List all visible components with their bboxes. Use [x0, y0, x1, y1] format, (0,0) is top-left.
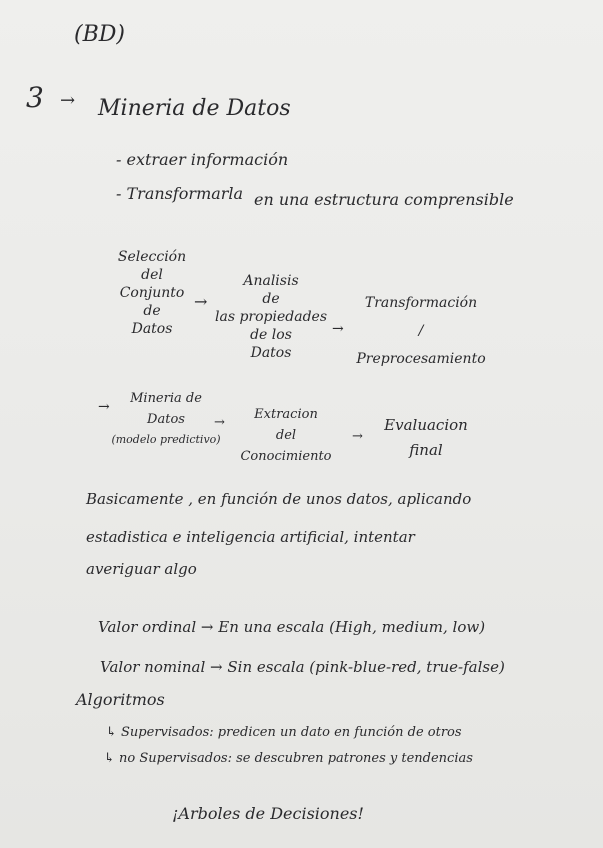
flow-step-text: del: [141, 267, 163, 283]
flow-arrow: →: [98, 399, 110, 415]
flow-step-text: Transformación: [364, 295, 478, 311]
flow-step-text: final: [409, 441, 443, 459]
flow-step-text: de los: [250, 327, 292, 343]
flow-step-seleccion: [112, 250, 192, 336]
flow-step-analisis: [215, 273, 328, 361]
valor-ordinal: Valor ordinal → En una escala (High, medium, low): [98, 618, 486, 636]
flow-step-text: Conjunto: [119, 285, 185, 301]
paragraph-line: estadistica e inteligencia artificial, intentar: [86, 528, 415, 546]
section-arrow: →: [60, 90, 76, 111]
flow-arrow: →: [352, 429, 363, 444]
flow-step-text: Conocimiento: [240, 449, 332, 464]
flow-step-text: (modelo predictivo): [111, 433, 221, 446]
flow-step-text: Datos: [131, 321, 173, 337]
flow-step-text: /: [418, 323, 424, 339]
bullet-extract: - extraer información: [116, 150, 289, 169]
flow-step-text: Preprocesamiento: [356, 351, 486, 367]
flow-step-text: Datos: [147, 412, 185, 427]
section-title: Mineria de Datos: [98, 96, 291, 121]
algoritmos-title: Algoritmos: [76, 690, 165, 709]
flow-step-text: Selección: [117, 249, 187, 265]
flow-step-extraccion: [238, 408, 334, 463]
flow-step-text: del: [275, 428, 297, 443]
flow-step-transformacion: [356, 296, 486, 366]
flow-step-text: Datos: [250, 345, 292, 361]
flow-step-text: de: [262, 291, 280, 307]
flow-arrow: →: [332, 321, 344, 337]
flow-step-text: las propiedades: [215, 309, 328, 325]
algoritmos-footer: ¡Arboles de Decisiones!: [172, 804, 364, 823]
valor-nominal: Valor nominal → Sin escala (pink-blue-red, true-false): [100, 658, 505, 676]
bullet-transform-tail: en una estructura comprensible: [254, 190, 514, 209]
flow-step-evaluacion: [378, 418, 474, 458]
flow-step-text: Analisis: [243, 273, 299, 289]
algoritmos-no-supervisados: ↳ no Supervisados: se descubren patrones y tendencias: [104, 751, 473, 766]
paragraph-line: averiguar algo: [86, 560, 197, 578]
bullet-transform: - Transformarla: [116, 184, 244, 203]
flow-step-text: Mineria de: [130, 391, 202, 406]
paragraph-line: Basicamente , en función de unos datos, aplicando: [86, 490, 472, 508]
flow-step-text: Evaluacion: [384, 416, 468, 434]
section-number: 3: [26, 81, 44, 114]
header-tag: (BD): [74, 22, 125, 47]
flow-arrow: →: [194, 292, 208, 311]
algoritmos-supervisados: ↳ Supervisados: predicen un dato en función de otros: [106, 725, 462, 740]
flow-step-text: Extracion: [254, 407, 318, 422]
flow-step-text: de: [143, 303, 161, 319]
flow-step-mineria: [112, 392, 220, 445]
flow-arrow: →: [214, 415, 225, 430]
